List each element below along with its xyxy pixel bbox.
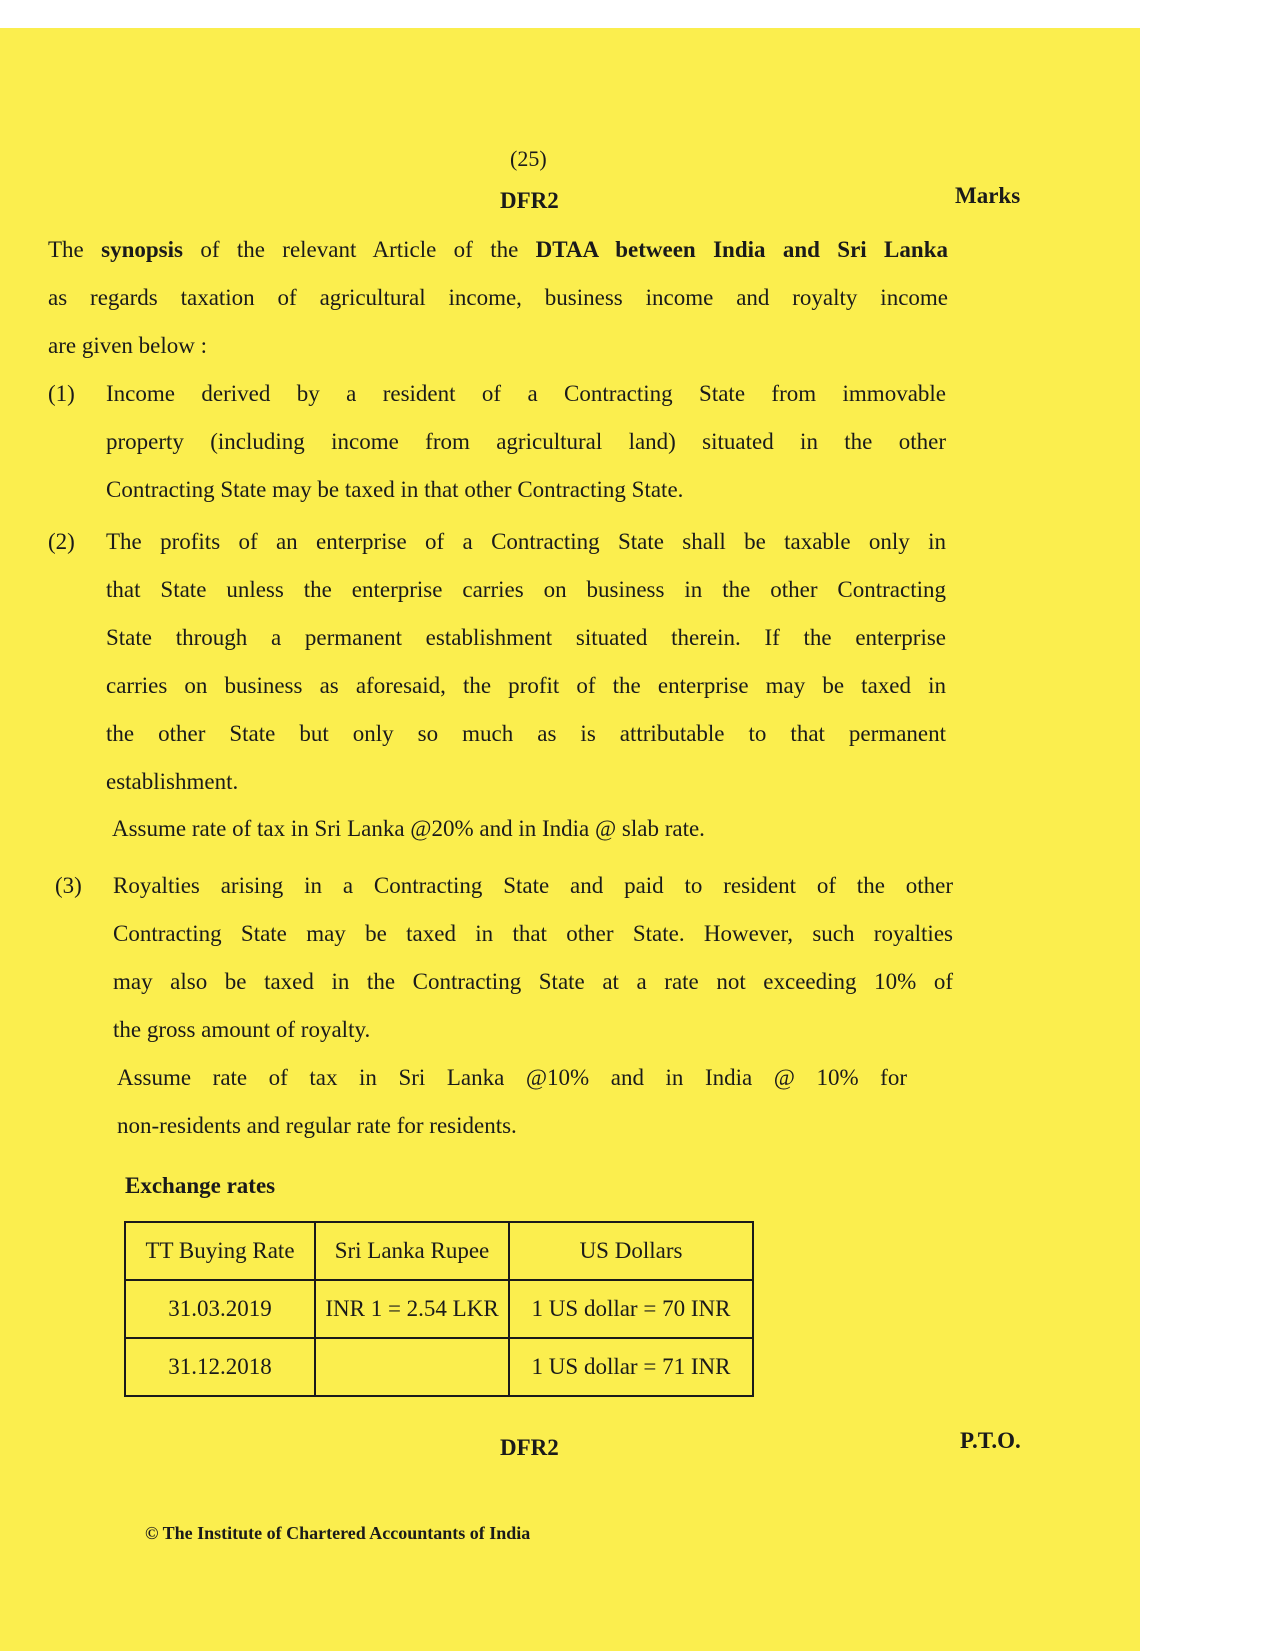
intro-text-a: The	[48, 237, 102, 262]
table-header-cell: TT Buying Rate	[125, 1222, 315, 1280]
table-row	[125, 1280, 753, 1338]
table-cell	[315, 1338, 509, 1396]
note-line: Assume rate of tax in Sri Lanka @10% and in India @ 10% for	[117, 1065, 907, 1090]
item-line: The profits of an enterprise of a Contracting State shall be taxable only in	[106, 529, 946, 554]
item-line: Contracting State may be taxed in that other Contracting State.	[106, 477, 684, 502]
intro-text-b: synopsis	[101, 237, 183, 262]
item-number: (1)	[48, 381, 75, 406]
intro-text-c: of the relevant Article of the	[182, 237, 536, 262]
table-header-cell: Sri Lanka Rupee	[315, 1222, 509, 1280]
table-header-cell: US Dollars	[509, 1222, 753, 1280]
item-line: may also be taxed in the Contracting State at a rate not exceeding 10% of	[113, 969, 953, 994]
item-line: property (including income from agricultural land) situated in the other	[106, 429, 946, 454]
item-line: that State unless the enterprise carries on business in the other Contracting	[106, 577, 946, 602]
table-header-row	[125, 1222, 753, 1280]
note-line: non-residents and regular rate for residents.	[117, 1113, 517, 1138]
item-3-note	[117, 1054, 907, 1150]
table-row	[125, 1338, 753, 1396]
item-line: carries on business as aforesaid, the profit of the enterprise may be taxed in	[106, 673, 946, 698]
table-cell: 1 US dollar = 70 INR	[509, 1280, 753, 1338]
table-cell: INR 1 = 2.54 LKR	[315, 1280, 509, 1338]
pto-label: P.T.O.	[960, 1428, 1021, 1453]
item-line: Income derived by a resident of a Contracting State from immovable	[106, 381, 946, 406]
table-cell: 1 US dollar = 71 INR	[509, 1338, 753, 1396]
intro-text-d: DTAA between India and Sri Lanka	[535, 237, 948, 262]
item-number: (3)	[55, 873, 82, 898]
item-line: State through a permanent establishment situated therein. If the enterprise	[106, 625, 946, 650]
intro-paragraph	[48, 226, 948, 370]
paper-code-footer: DFR2	[500, 1435, 559, 1460]
intro-line-2: as regards taxation of agricultural income, business income and royalty income	[48, 285, 948, 310]
item-2-note: Assume rate of tax in Sri Lanka @20% and in India @ slab rate.	[112, 816, 705, 841]
marks-label: Marks	[955, 183, 1021, 208]
paper-code-header: DFR2	[500, 188, 559, 213]
exam-page	[0, 28, 1140, 1651]
item-number: (2)	[48, 529, 75, 554]
item-line: Royalties arising in a Contracting State and paid to resident of the other	[113, 873, 953, 898]
exchange-rates-title: Exchange rates	[125, 1173, 276, 1198]
item-line: the other State but only so much as is attributable to that permanent	[106, 721, 946, 746]
exchange-rates-table	[124, 1221, 754, 1397]
intro-line-3: are given below :	[48, 333, 208, 358]
copyright-footer: © The Institute of Chartered Accountants of India	[145, 1523, 531, 1543]
table-cell: 31.03.2019	[125, 1280, 315, 1338]
item-line: establishment.	[106, 769, 239, 794]
item-line: Contracting State may be taxed in that other State. However, such royalties	[113, 921, 953, 946]
page-number: (25)	[510, 146, 547, 171]
table-cell: 31.12.2018	[125, 1338, 315, 1396]
item-line: the gross amount of royalty.	[113, 1017, 371, 1042]
